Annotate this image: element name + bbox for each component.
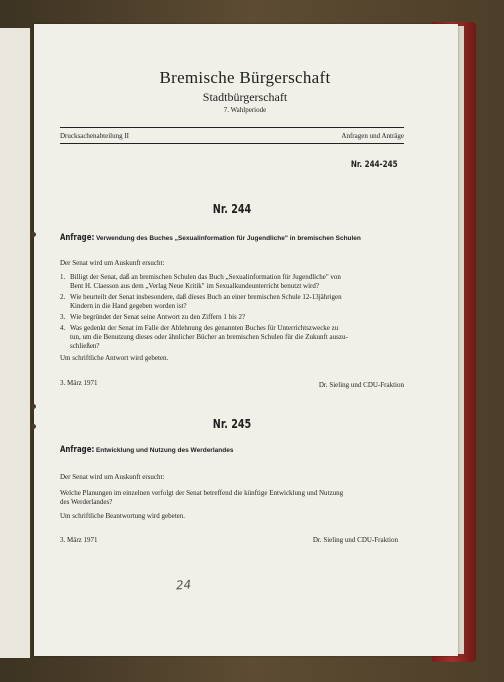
section-number: Nr. 244 [212, 202, 252, 216]
handwritten-note: 24 [175, 577, 192, 593]
section-245-antrag [60, 445, 233, 455]
previous-page [0, 28, 30, 658]
question-number: 1. [60, 273, 66, 281]
question-line: Kindern in die Hand gegeben worden ist? [70, 302, 187, 310]
section-245-closing: Um schriftliche Beantwortung wird gebeten. [60, 512, 185, 520]
section-245-intro: Der Senat wird um Auskunft ersucht: [60, 473, 165, 481]
page-title: Bremische Bürgerschaft [159, 68, 331, 87]
question-text [70, 293, 342, 311]
body-line: Welche Planungen im einzelnen verfolgt der Senat betreffend die künftige Entwicklung und Nutzung [60, 489, 344, 497]
question-line: Wie beurteilt der Senat insbesondere, daß dieses Buch an einer bremischen Schule 12-13jährigen [70, 293, 342, 301]
question-text [70, 313, 245, 322]
question-line: Was gedenkt der Senat im Falle der Ablehnung des genannten Buches für Unterrichtszwecke zu [70, 324, 339, 332]
page-subtitle: Stadtbürgerschaft [202, 90, 288, 104]
punch-hole [31, 232, 36, 237]
section-244-antrag [60, 233, 361, 243]
antrag-label: Anfrage: [60, 445, 95, 455]
section-245-number-wrap [60, 415, 404, 433]
antrag-label: Anfrage: [60, 233, 95, 243]
section-244-date: 3. März 1971 [60, 379, 98, 387]
question-number: 3. [60, 313, 66, 321]
antrag-title: Verwendung des Buches „Sexualinformation für Jugendliche" in bremischen Schulen [95, 235, 361, 242]
legislative-period: 7. Wahlperiode [223, 106, 267, 114]
section-245-date: 3. März 1971 [60, 536, 98, 544]
question-line: Billigt der Senat, daß an bremischen Schulen das Buch „Sexualinformation für Jugendliche" von [70, 273, 341, 281]
question-number: 4. [60, 324, 66, 332]
section-244-number-wrap [60, 200, 404, 218]
antrag-title: Entwicklung und Nutzung des Werderlandes [95, 447, 234, 454]
section-number: Nr. 245 [212, 417, 252, 431]
question-line: Wie begründet der Senat seine Antwort zu den Ziffern 1 bis 2? [70, 313, 246, 321]
category-label: Anfragen und Anträge [341, 132, 404, 140]
section-244-closing: Um schriftliche Antwort wird gebeten. [60, 354, 169, 362]
question-line: tun, um die Benutzung dieses oder ähnlicher Bücher an bremischen Schulen für die Zukunft auszu- [70, 333, 348, 341]
question-text [70, 324, 348, 351]
question-line: schließen? [70, 342, 100, 350]
section-244-signature: Dr. Sieling und CDU-Fraktion [318, 381, 404, 389]
header-rule-top [60, 127, 404, 128]
punch-hole [31, 404, 36, 409]
question-line: Bent H. Claesson aus dem „Verlag Neue Kritik" im Sexualkundeunterricht benutzt wird? [70, 282, 319, 290]
doc-range-wrap [330, 154, 404, 172]
page-stack-edge [458, 26, 464, 654]
section-245-body [60, 489, 343, 507]
body-line: des Werderlandes? [60, 498, 113, 506]
question-text [70, 273, 341, 291]
section-244-intro: Der Senat wird um Auskunft ersucht: [60, 259, 165, 267]
section-245-signature: Dr. Sieling und CDU-Fraktion [312, 536, 398, 544]
punch-hole [31, 424, 36, 429]
doc-range: Nr. 244-245 [351, 160, 399, 170]
department-label: Drucksachenabteilung II [60, 132, 129, 140]
header-rule-bottom [60, 143, 404, 144]
question-number: 2. [60, 293, 66, 301]
